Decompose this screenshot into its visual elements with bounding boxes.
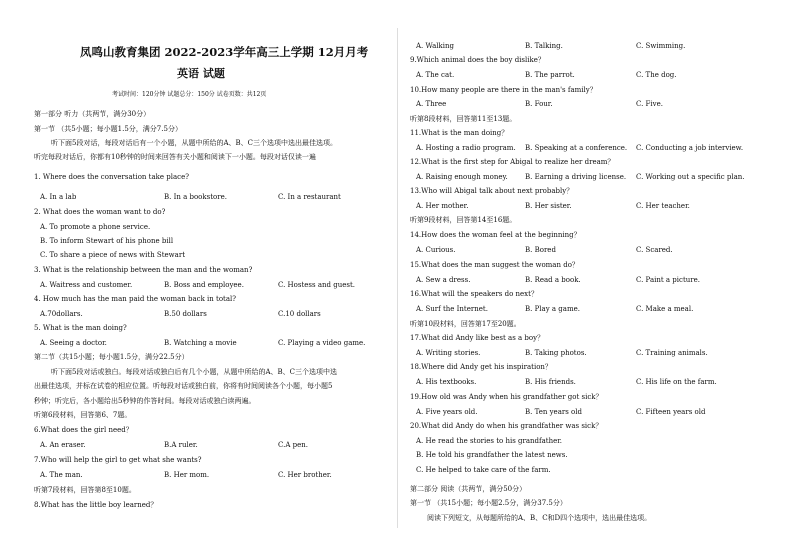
option: B. Her mom. bbox=[164, 471, 210, 479]
column-divider bbox=[397, 28, 398, 528]
option: C. Her brother. bbox=[278, 471, 332, 479]
option: C. In a restaurant bbox=[278, 193, 341, 201]
option: B.50 dollars bbox=[164, 310, 207, 318]
option: C.A pen. bbox=[278, 441, 308, 449]
option: B. In a bookstore. bbox=[164, 193, 227, 201]
question: 4. How much has the man paid the woman back in total? bbox=[34, 295, 237, 303]
question: 5. What is the man doing? bbox=[34, 324, 127, 332]
option: A. Her mother. bbox=[416, 202, 469, 210]
option: A. Raising enough money. bbox=[416, 173, 508, 181]
question: 13.Who will Abigal talk about next probably？ bbox=[410, 187, 574, 195]
option: B. Her sister. bbox=[525, 202, 572, 210]
left-column bbox=[34, 0, 384, 560]
question: 7.Who will help the girl to get what she wants? bbox=[34, 456, 202, 464]
option: A. The man. bbox=[40, 471, 83, 479]
option: C. The dog. bbox=[636, 71, 677, 79]
option: B. He told his grandfather the latest news. bbox=[416, 451, 568, 459]
option: C. Her teacher. bbox=[636, 202, 690, 210]
option: B. Speaking at a conference. bbox=[525, 144, 628, 152]
section1-instruction: 听下面5段对话，每段对话后有一个小题，从题中所给的A、B、C三个选项中选出最佳选项。 bbox=[51, 139, 338, 147]
option: B. His friends. bbox=[525, 378, 576, 386]
section2-instruction: 秒钟；听完后，各小题给出5秒钟的作答时间。每段对话或独白读两遍。 bbox=[34, 397, 256, 405]
part2-section1-title: 第一节 （共15小题；每小题2.5分，满分37.5分） bbox=[410, 499, 567, 507]
option: C. Five. bbox=[636, 100, 663, 108]
option: C.10 dollars bbox=[278, 310, 321, 318]
option: A. Seeing a doctor. bbox=[40, 339, 107, 347]
material-heading: 听第9段材料，回答第14至16题。 bbox=[410, 216, 517, 224]
section2-instruction: 听下面5段对话或独白。每段对话或独白后有几个小题，从题中所给的A、B、C三个选项中选 bbox=[51, 368, 338, 376]
option: A. Three bbox=[416, 100, 447, 108]
question: 6.What does the girl need？ bbox=[34, 426, 133, 434]
question: 18.Where did Andy get his inspiration？ bbox=[410, 363, 552, 371]
option: A. In a lab bbox=[40, 193, 77, 201]
question: 3. What is the relationship between the man and the woman? bbox=[34, 266, 253, 274]
option: C. Make a meal. bbox=[636, 305, 694, 313]
option: A. He read the stories to his grandfather. bbox=[416, 437, 563, 445]
option: B. Talking. bbox=[525, 42, 563, 50]
part1-title: 第一部分 听力（共两节，满分30分） bbox=[34, 110, 151, 118]
question: 19.How old was Andy when his grandfather got sick？ bbox=[410, 393, 603, 401]
section1-instruction: 听完每段对话后，你都有10秒钟的时间来回答有关小题和阅读下一小题。每段对话仅读一遍 bbox=[34, 153, 316, 161]
option: A. An eraser. bbox=[40, 441, 86, 449]
part2-title: 第二部分 阅读（共两节，满分50分） bbox=[410, 485, 527, 493]
option: B. Boss and employee. bbox=[164, 281, 244, 289]
material-heading: 听第6段材料，回答第6、7题。 bbox=[34, 411, 132, 419]
question: 12.What is the first step for Abigal to realize her dream？ bbox=[410, 158, 615, 166]
option: A. Waitress and customer. bbox=[40, 281, 133, 289]
option: A. The cat. bbox=[416, 71, 455, 79]
question: 17.What did Andy like best as a boy？ bbox=[410, 334, 545, 342]
option: A. Hosting a radio program. bbox=[416, 144, 516, 152]
option: B. Bored bbox=[525, 246, 556, 254]
option: B. The parrot. bbox=[525, 71, 575, 79]
question: 9.Which animal does the boy dislike？ bbox=[410, 56, 545, 64]
question: 10.How many people are there in the man's family？ bbox=[410, 86, 597, 94]
question: 14.How does the woman feel at the beginning？ bbox=[410, 231, 581, 239]
question: 2. What does the woman want to do? bbox=[34, 208, 166, 216]
option: C. Playing a video game. bbox=[278, 339, 366, 347]
option: A. Curious. bbox=[416, 246, 456, 254]
section2-title: 第二节（共15小题；每小题1.5分，满分22.5分） bbox=[34, 353, 189, 361]
option: B. Play a game. bbox=[525, 305, 580, 313]
option: C. He helped to take care of the farm. bbox=[416, 466, 551, 474]
right-column bbox=[410, 0, 770, 560]
material-heading: 听第7段材料，回答第8至10题。 bbox=[34, 486, 136, 494]
option: B. Taking photos. bbox=[525, 349, 587, 357]
section1-title: 第一节 （共5小题；每小题1.5分，满分7.5分） bbox=[34, 125, 182, 133]
exam-subtitle: 英语 试题 bbox=[177, 67, 225, 80]
material-heading: 听第8段材料，回答第11至13题。 bbox=[410, 115, 517, 123]
option: A.70dollars. bbox=[40, 310, 83, 318]
option: B. Watching a movie bbox=[164, 339, 237, 347]
option: A. Five years old. bbox=[416, 408, 478, 416]
question: 11.What is the man doing？ bbox=[410, 129, 509, 137]
option: A. His textbooks. bbox=[416, 378, 477, 386]
option: A. To promote a phone service. bbox=[40, 223, 151, 231]
exam-title: 凤鸣山教育集团 2022-2023学年高三上学期 12月月考 bbox=[80, 45, 369, 59]
option: A. Writing stories. bbox=[416, 349, 481, 357]
option: C. Working out a specific plan. bbox=[636, 173, 745, 181]
question: 20.What did Andy do when his grandfather was sick？ bbox=[410, 422, 603, 430]
option: C. Paint a picture. bbox=[636, 276, 700, 284]
option: A. Surf the Internet. bbox=[416, 305, 488, 313]
question: 15.What does the man suggest the woman do？ bbox=[410, 261, 579, 269]
option: B.A ruler. bbox=[164, 441, 198, 449]
option: C. Conducting a job interview. bbox=[636, 144, 744, 152]
option: B. Read a book. bbox=[525, 276, 581, 284]
section2-instruction: 出最佳选项，并标在试卷的相应位置。听每段对话或独白前，你将有时间阅读各个小题，每小题5 bbox=[34, 382, 333, 390]
option: B. Ten years old bbox=[525, 408, 582, 416]
option: B. Four. bbox=[525, 100, 553, 108]
option: C. Training animals. bbox=[636, 349, 708, 357]
option: C. Swimming. bbox=[636, 42, 686, 50]
question: 8.What has the little boy learned？ bbox=[34, 501, 158, 509]
option: C. Hostess and guest. bbox=[278, 281, 355, 289]
material-heading: 听第10段材料，回答第17至20题。 bbox=[410, 320, 521, 328]
option: C. Scared. bbox=[636, 246, 673, 254]
option: C. Fifteen years old bbox=[636, 408, 706, 416]
option: C. His life on the farm. bbox=[636, 378, 717, 386]
option: A. Walking bbox=[416, 42, 454, 50]
option: B. To inform Stewart of his phone bill bbox=[40, 237, 174, 245]
option: B. Earning a driving license. bbox=[525, 173, 627, 181]
exam-meta: 考试时间：120分钟 试题总分：150分 试卷页数：共12页 bbox=[112, 91, 267, 98]
option: A. Sew a dress. bbox=[416, 276, 471, 284]
part2-instruction: 阅读下列短文，从每题所给的A、B、C和D四个选项中，选出最佳选项。 bbox=[427, 514, 652, 522]
question: 1. Where does the conversation take place? bbox=[34, 173, 189, 181]
question: 16.What will the speakers do next？ bbox=[410, 290, 538, 298]
option: C. To share a piece of news with Stewart bbox=[40, 251, 186, 259]
